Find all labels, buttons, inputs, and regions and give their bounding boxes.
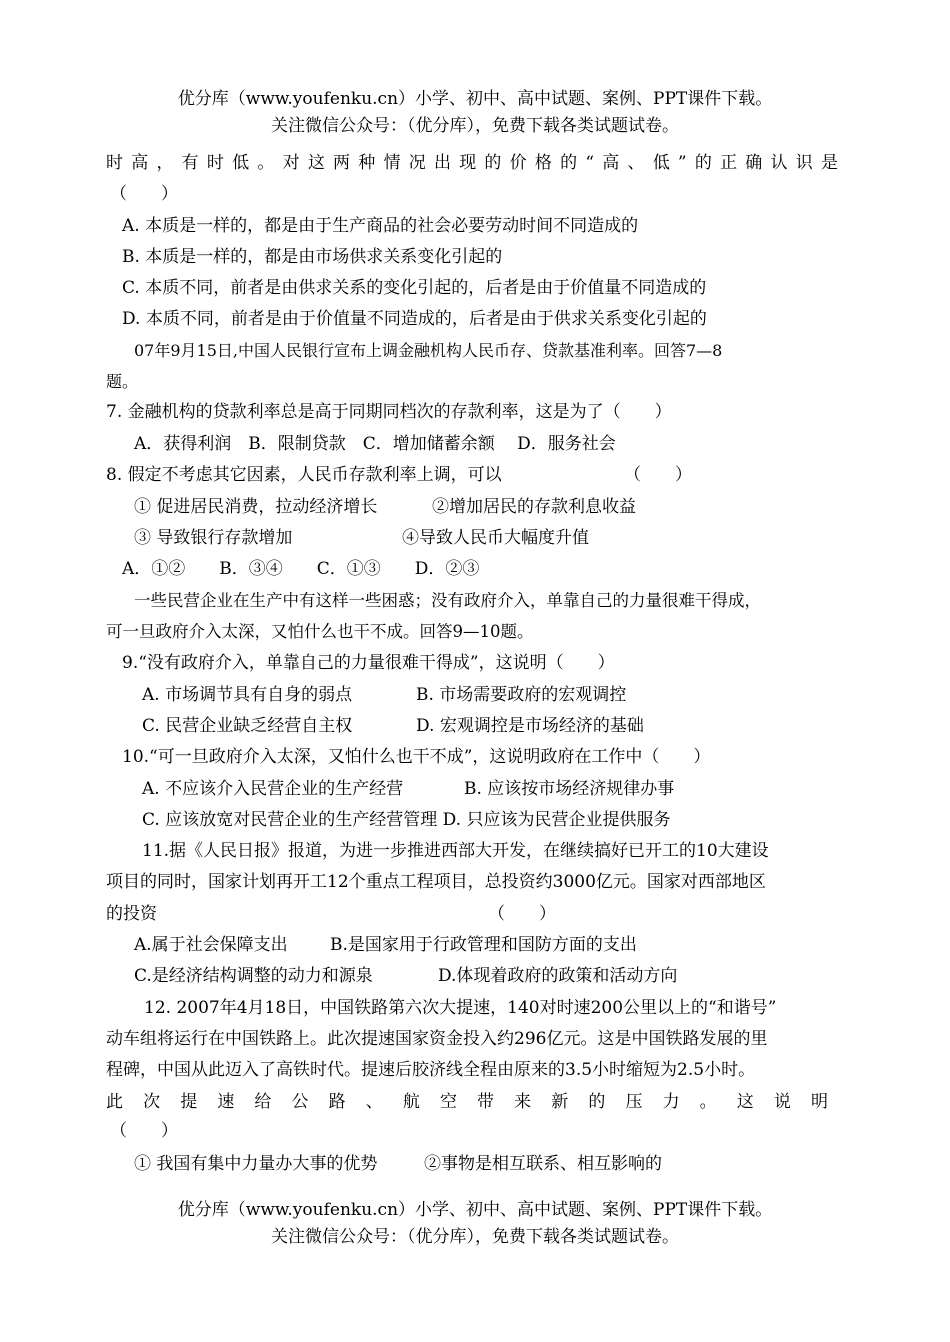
q8-item-3: ③ 导致银行存款增加 [134,528,293,548]
q6-option-b: B. 本质是一样的，都是由市场供求关系变化引起的 [122,247,503,267]
header-line-1: 优分库（www.youfenku.cn）小学、初中、高中试题、案例、PPT课件下载。 [177,89,773,109]
q11-answer-paren: （ ） [488,904,556,924]
q8-item-4: ④导致人民币大幅度升值 [402,528,589,548]
q11-option-d: D.体现着政府的政策和活动方向 [438,966,678,986]
q11-stem-line-1: 11.据《人民日报》报道，为进一步推进西部大开发，在继续搞好已开工的10大建设 [142,841,769,861]
intro-9-10-line-2: 可一旦政府介入太深，又怕什么也干不成。回答9—10题。 [106,622,534,641]
q6-option-a: A. 本质是一样的，都是由于生产商品的社会必要劳动时间不同造成的 [122,216,639,236]
q12-answer-paren: （ ） [110,1121,178,1141]
q11-option-a: A.属于社会保障支出 [134,935,288,955]
q11-option-b: B.是国家用于行政管理和国防方面的支出 [330,935,637,955]
q8-item-2: ②增加居民的存款利息收益 [432,497,636,517]
q8-stem: 8. 假定不考虑其它因素，人民币存款利率上调，可以 [106,465,502,485]
q12-stem-line-3: 程碑，中国从此迈入了高铁时代。提速后胶济线全程由原来的3.5小时缩短为2.5小时。 [106,1060,756,1080]
q12-item-1: ① 我国有集中力量办大事的优势 [134,1154,378,1174]
q10-option-a: A. 不应该介入民营企业的生产经营 [142,779,404,799]
q8-answer-paren: （ ） [624,465,692,485]
q9-option-a: A. 市场调节具有自身的弱点 [142,685,353,705]
intro-7-8-line-2: 题。 [106,372,139,391]
q8-options: A．①② B．③④ C．①③ D．②③ [122,559,480,579]
intro-7-8-line-1: 07年9月15日,中国人民银行宣布上调金融机构人民币存、贷款基准利率。回答7—8 [134,341,723,360]
q9-stem: 9.“没有政府介入，单靠自己的力量很难干得成”，这说明（ ） [122,653,615,673]
q10-option-c-d: C. 应该放宽对民营企业的生产经营管理 D. 只应该为民营企业提供服务 [142,810,671,830]
q12-stem-line-1: 12. 2007年4月18日，中国铁路第六次大提速，140对时速200公里以上的“和谐号” [144,998,777,1018]
q11-stem-line-2: 项目的同时，国家计划再开工12个重点工程项目，总投资约3000亿元。国家对西部地区 [106,872,766,892]
q7-stem: 7. 金融机构的贷款利率总是高于同期同档次的存款利率，这是为了（ ） [106,402,672,422]
q12-stem-line-4: 此次提速给公路、航空带来新的压力。这说明 [106,1092,844,1112]
footer-line-1: 优分库（www.youfenku.cn）小学、初中、高中试题、案例、PPT课件下载。 [177,1200,773,1220]
q10-stem: 10.“可一旦政府介入太深，又怕什么也干不成”，这说明政府在工作中（ ） [122,747,711,767]
q11-stem-line-3: 的投资 [106,904,157,924]
q12-stem-line-2: 动车组将运行在中国铁路上。此次提速国家资金投入约296亿元。这是中国铁路发展的里 [106,1029,768,1049]
q6-option-c: C. 本质不同，前者是由供求关系的变化引起的，后者是由于价值量不同造成的 [122,278,707,298]
q6-stem: 时高，有时低。对这两种情况出现的价格的“高、低”的正确认识是 [106,153,844,173]
q7-options: A．获得利润 B．限制贷款 C．增加储蓄余额 D．服务社会 [134,434,616,454]
q8-item-1: ① 促进居民消费，拉动经济增长 [134,497,378,517]
header-line-2: 关注微信公众号：（优分库），免费下载各类试题试卷。 [271,116,679,136]
footer-line-2: 关注微信公众号：（优分库），免费下载各类试题试卷。 [271,1227,679,1247]
intro-9-10-line-1: 一些民营企业在生产中有这样一些困惑；没有政府介入，单靠自己的力量很难干得成， [134,591,761,610]
q11-option-c: C.是经济结构调整的动力和源泉 [134,966,373,986]
q12-item-2: ②事物是相互联系、相互影响的 [424,1154,662,1174]
q10-option-b: B. 应该按市场经济规律办事 [464,779,675,799]
q6-answer-paren: （ ） [110,184,178,204]
q6-option-d: D. 本质不同，前者是由于价值量不同造成的，后者是由于供求关系变化引起的 [122,309,707,329]
q9-option-b: B. 市场需要政府的宏观调控 [416,685,627,705]
q9-option-c: C. 民营企业缺乏经营自主权 [142,716,353,736]
q9-option-d: D. 宏观调控是市场经济的基础 [416,716,644,736]
